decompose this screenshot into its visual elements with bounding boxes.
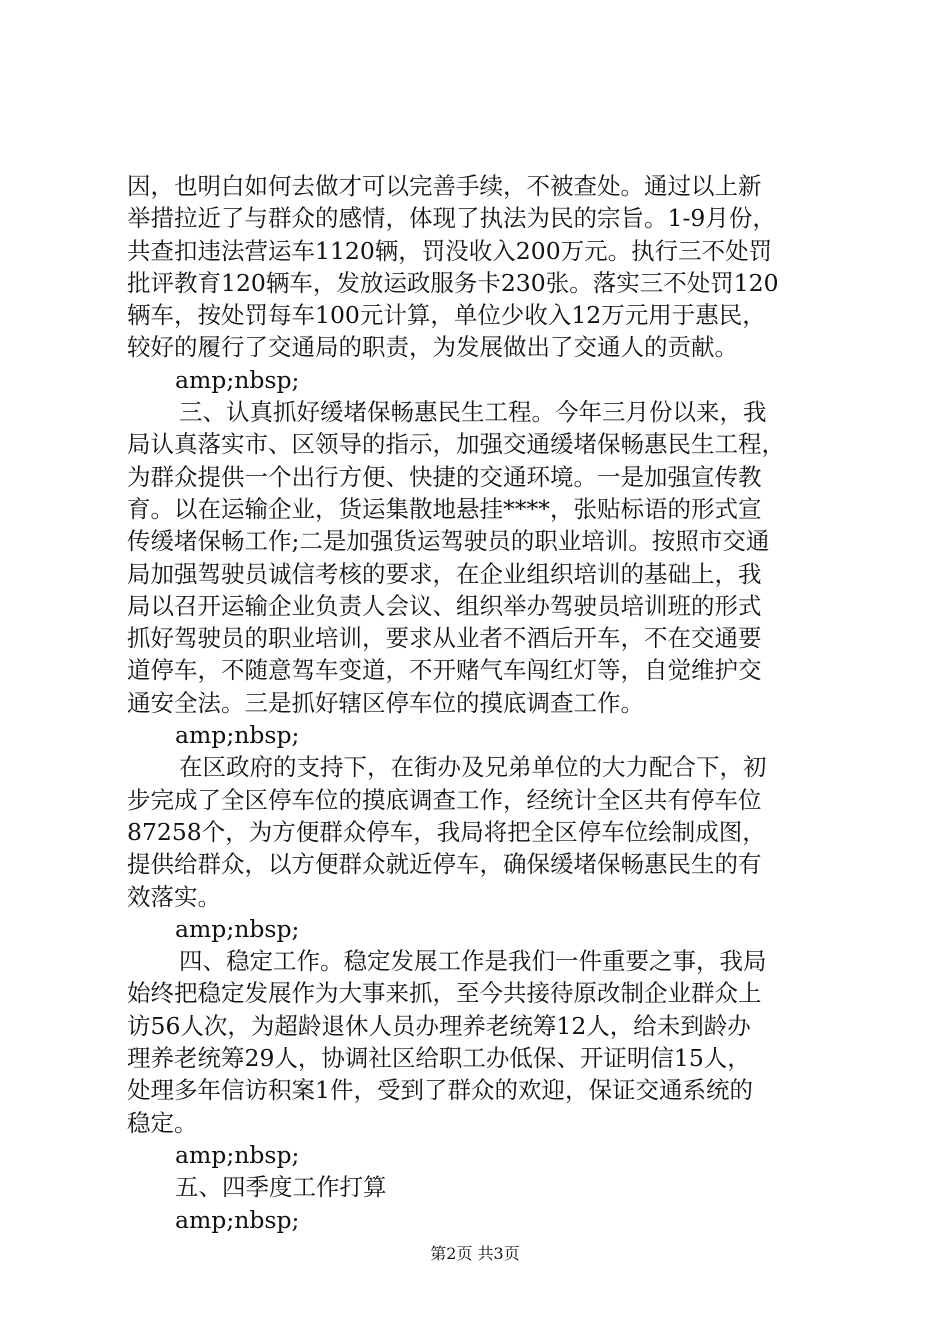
nbsp-line: amp;nbsp; [175,721,300,750]
section-heading: 五、四季度工作打算 [175,1173,387,1202]
text-line: 始终把稳定发展作为大事来抓，至今共接待原改制企业群众上 [127,979,762,1008]
text-line: 批评教育120辆车，发放运政服务卡230张。落实三不处罚120 [127,268,779,297]
text-line: 稳定。 [127,1108,198,1137]
section-heading-paragraph: 四、稳定工作。稳定发展工作是我们一件重要之事，我局 [179,947,767,976]
nbsp-line: amp;nbsp; [175,365,300,394]
text-line: 共查扣违法营运车1120辆，罚没收入200万元。执行三不处罚 [127,236,773,265]
text-line: 提供给群众，以方便群众就近停车，确保缓堵保畅惠民生的有 [127,850,762,879]
nbsp-line: amp;nbsp; [175,1140,300,1169]
text-line: 局以召开运输企业负责人会议、组织举办驾驶员培训班的形式 [127,591,762,620]
text-line: 访56人次，为超龄退休人员办理养老统筹12人，给未到龄办 [127,1011,751,1040]
text-line: 举措拉近了与群众的感情，体现了执法为民的宗旨。1-9月份， [127,204,776,233]
text-line: 87258个，为方便群众停车，我局将把全区停车位绘制成图， [127,817,766,846]
text-line: 传缓堵保畅工作;二是加强货运驾驶员的职业培训。按照市交通 [127,527,770,556]
text-line: 辆车，按处罚每车100元计算，单位少收入12万元用于惠民， [127,301,766,330]
text-line: 局认真落实市、区领导的指示，加强交通缓堵保畅惠民生工程， [127,430,785,459]
text-line: 育。以在运输企业，货运集散地悬挂****，张贴标语的形式宣 [127,494,762,523]
paragraph-start: 在区政府的支持下，在街办及兄弟单位的大力配合下，初 [179,753,767,782]
text-line: 效落实。 [127,882,221,911]
text-line: 步完成了全区停车位的摸底调查工作，经统计全区共有停车位 [127,785,762,814]
text-line: 道停车，不随意驾车变道，不开赌气车闯红灯等，自觉维护交 [127,656,762,685]
nbsp-line: amp;nbsp; [175,1205,300,1234]
text-line: 处理多年信访积案1件，受到了群众的欢迎，保证交通系统的 [127,1076,753,1105]
text-line: 因，也明白如何去做才可以完善手续，不被查处。通过以上新 [127,172,762,200]
text-line: 理养老统筹29人，协调社区给职工办低保、开证明信15人， [127,1044,751,1073]
nbsp-line: amp;nbsp; [175,914,300,943]
text-line: 为群众提供一个出行方便、快捷的交通环境。一是加强宣传教 [127,462,762,491]
section-heading-paragraph: 三、认真抓好缓堵保畅惠民生工程。今年三月份以来，我 [179,398,767,427]
text-line: 抓好驾驶员的职业培训，要求从业者不酒后开车，不在交通要 [127,624,762,653]
page-footer: 第2页 共3页 [430,1244,520,1263]
text-line: 局加强驾驶员诚信考核的要求，在企业组织培训的基础上，我 [127,559,762,588]
document-body [127,170,837,1236]
text-line: 较好的履行了交通局的职责，为发展做出了交通人的贡献。 [127,333,738,362]
text-line: 通安全法。三是抓好辖区停车位的摸底调查工作。 [127,688,644,717]
